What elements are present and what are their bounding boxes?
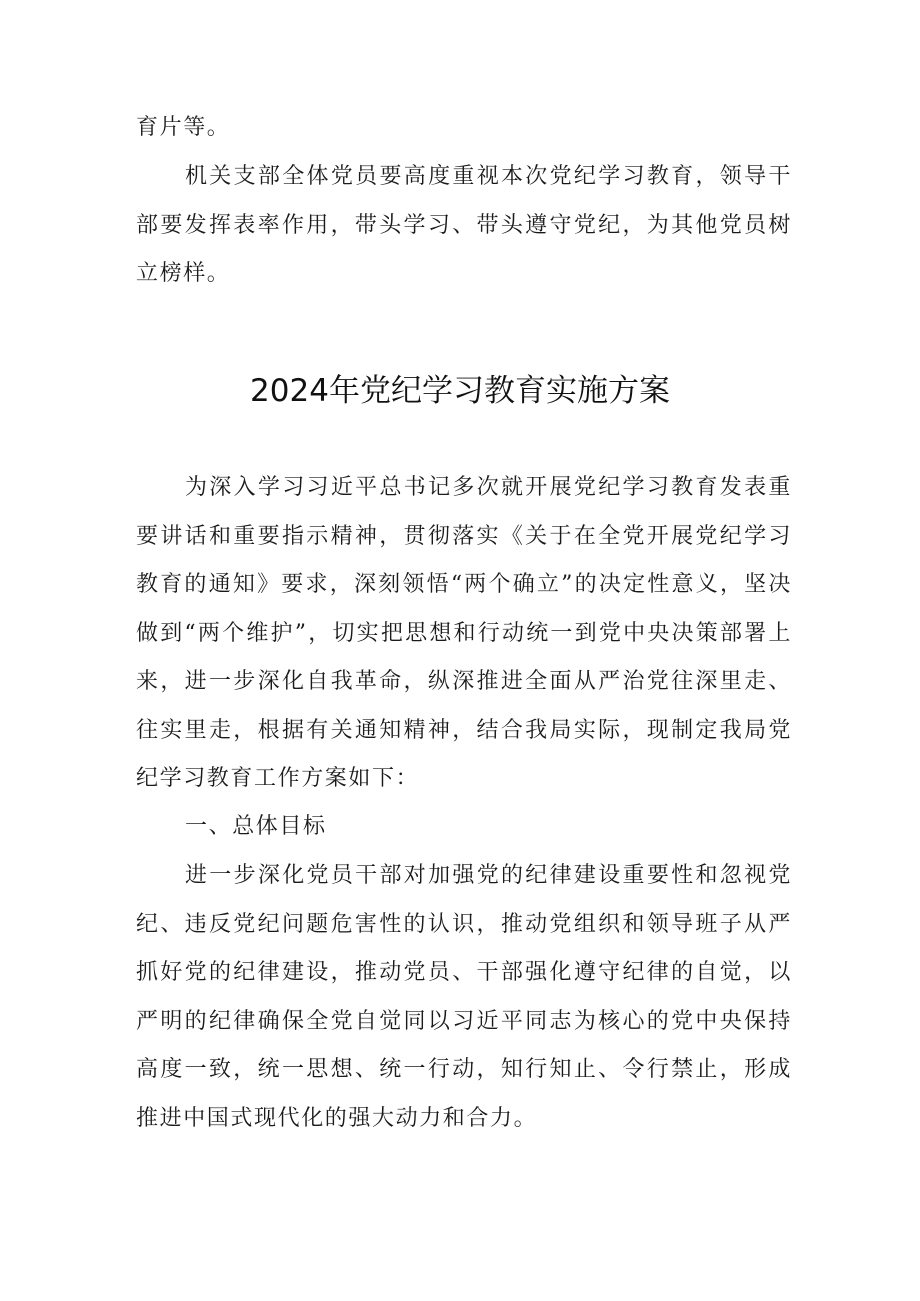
general-goal-paragraph: 进一步深化党员干部对加强党的纪律建设重要性和忽视党纪、违反党纪问题危害性的认识，推动党组织和领导班子从严抓好党的纪律建设，推动党员、干部强化遵守纪律的自觉，以严明的纪律确保全党自觉同以习近平同志为核心的党中央保持高度一致，统一思想、统一行动，知行知止、令行禁止，形成推进中国式现代化的强大动力和合力。 (136, 863, 792, 1131)
branch-requirement-paragraph: 机关支部全体党员要高度重视本次党纪学习教育，领导干部要发挥表率作用，带头学习、带头遵守党纪，为其他党员树立榜样。 (136, 164, 792, 286)
intro-paragraph: 为深入学习习近平总书记多次就开展党纪学习教育发表重要讲话和重要指示精神，贯彻落实《关于在全党开展党纪学习教育的通知》要求，深刻领悟“两个确立”的决定性意义，坚决做到“两个维护”，切实把思想和行动统一到党中央决策部署上来，进一步深化自我革命，纵深推进全面从严治党往深里走、往实里走，根据有关通知精神，结合我局实际，现制定我局党纪学习教育工作方案如下： (136, 475, 792, 791)
continued-paragraph-tail: 育片等。 (136, 115, 231, 140)
section-heading-general-goal: 一、总体目标 (185, 814, 327, 839)
document-title: 2024年党纪学习教育实施方案 (250, 373, 670, 409)
